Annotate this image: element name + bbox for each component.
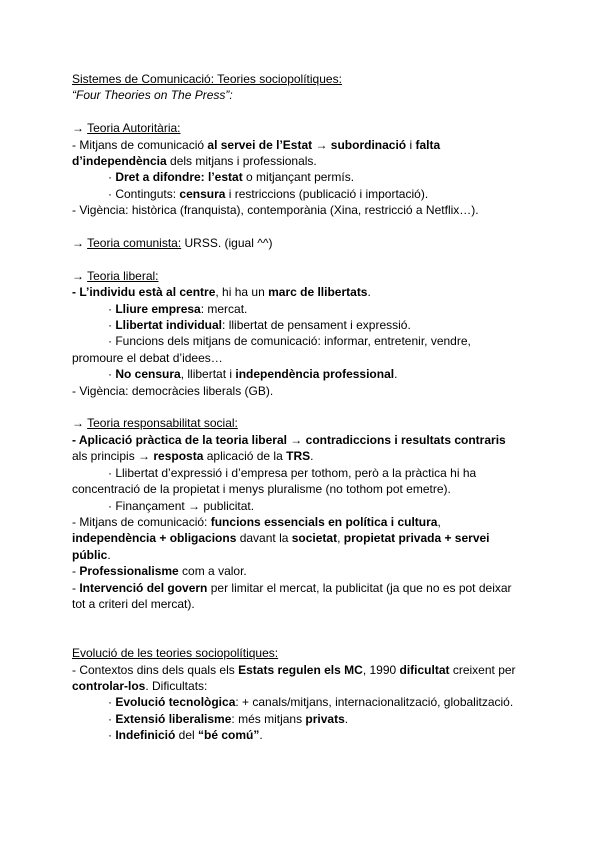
bullet-item: · Indefinició del “bé comú”. xyxy=(108,728,263,743)
bullet-item: · Llibertat d’expressió i d’empresa per tothom, però a la pràctica hi ha xyxy=(108,465,477,480)
section-heading-evolucio: Evolució de les teories sociopolítiques: xyxy=(72,646,279,661)
paragraph: d’independència dels mitjans i professionals. xyxy=(72,154,317,169)
bullet-item: · No censura, llibertat i independència professional. xyxy=(108,367,398,382)
paragraph: - Aplicació pràctica de la teoria liberal → contradiccions i resultats contraris xyxy=(72,432,506,447)
paragraph: - Vigència: històrica (franquista), contemporània (Xina, restricció a Netflix…). xyxy=(72,203,479,218)
section-heading-liberal: → Teoria liberal: xyxy=(72,268,159,283)
paragraph: - Professionalisme com a valor. xyxy=(72,564,247,579)
paragraph: - Mitjans de comunicació: funcions essencials en política i cultura, xyxy=(72,514,441,529)
paragraph: - Contextos dins dels quals els Estats regulen els MC, 1990 dificultat creixent per xyxy=(72,662,516,677)
section-heading-comunista: → Teoria comunista: URSS. (igual ^^) xyxy=(72,236,273,251)
paragraph: - Mitjans de comunicació al servei de l’Estat → subordinació i falta xyxy=(72,137,441,152)
bullet-item: · Extensió liberalisme: més mitjans privats. xyxy=(108,711,349,726)
section-heading-responsabilitat: → Teoria responsabilitat social: xyxy=(72,416,238,431)
doc-title: Sistemes de Comunicació: Teories sociopolítiques: xyxy=(72,72,342,86)
paragraph: - Intervenció del govern per limitar el mercat, la publicitat (ja que no es pot deixar xyxy=(72,580,512,595)
paragraph: independència + obligacions davant la societat, propietat privada + servei xyxy=(72,531,490,546)
bullet-item: · Finançament → publicitat. xyxy=(108,498,255,513)
bullet-item: · Dret a difondre: l’estat o mitjançant permís. xyxy=(108,170,355,185)
paragraph: als principis → resposta aplicació de la TRS. xyxy=(72,449,314,464)
section-heading-autoritaria: → Teoria Autoritària: xyxy=(72,121,181,136)
paragraph: tot a criteri del mercat). xyxy=(72,596,195,611)
bullet-item: · Lliure empresa: mercat. xyxy=(108,301,248,316)
bullet-item: · Evolució tecnològica: + canals/mitjans, internacionalització, globalització. xyxy=(108,695,514,710)
paragraph: controlar-los. Dificultats: xyxy=(72,678,208,693)
paragraph: públic. xyxy=(72,547,111,562)
paragraph: - L’individu està al centre, hi ha un marc de llibertats. xyxy=(72,285,371,300)
bullet-item: · Continguts: censura i restriccions (publicació i importació). xyxy=(108,186,429,201)
bullet-continuation: promoure el debat d’idees… xyxy=(72,350,223,365)
bullet-item: · Funcions dels mitjans de comunicació: informar, entretenir, vendre, xyxy=(108,334,471,349)
bullet-item: · Llibertat individual: llibertat de pensament i expressió. xyxy=(108,318,411,333)
doc-subtitle: “Four Theories on The Press”: xyxy=(72,88,233,103)
document-body xyxy=(72,71,532,744)
bullet-continuation: concentració de la propietat i menys pluralisme (no tothom pot emetre). xyxy=(72,482,451,497)
paragraph: - Vigència: democràcies liberals (GB). xyxy=(72,383,274,398)
